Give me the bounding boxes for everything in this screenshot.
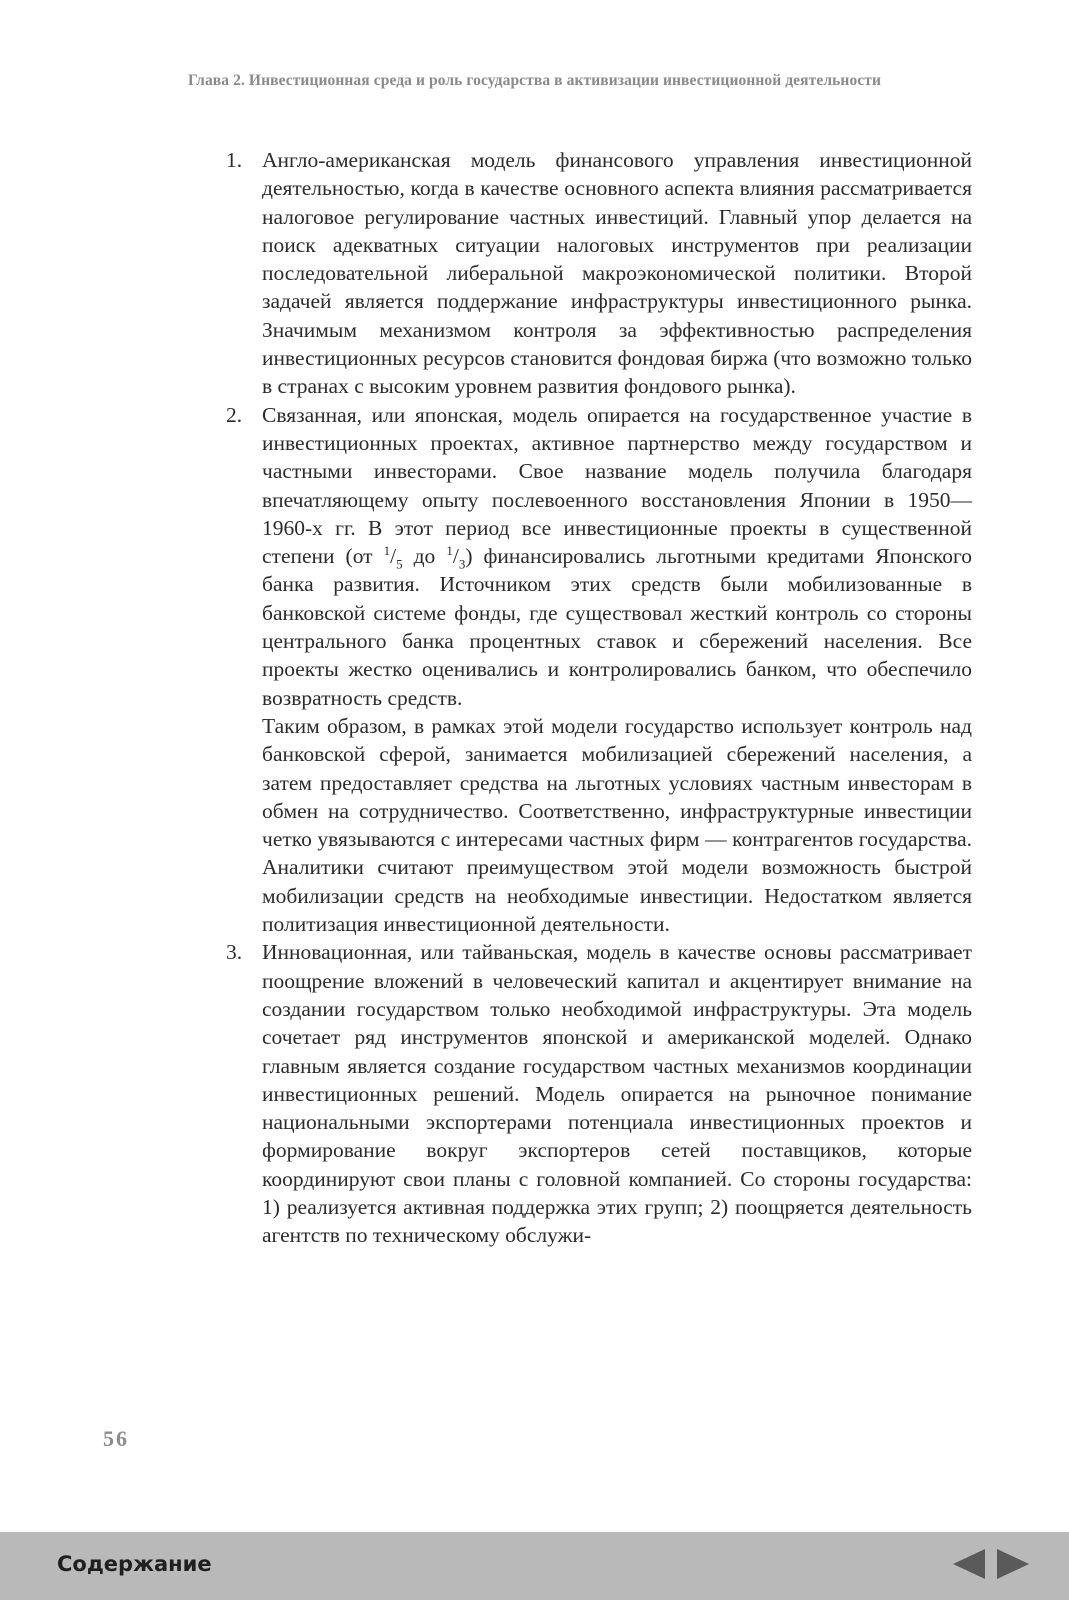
fraction-denominator: 3 [458,556,466,572]
running-header: Глава 2. Инвестиционная среда и роль государства в активизации инвестиционной деятельности [187,72,882,89]
paragraph: Англо-американская модель финансового управления инвестиционной деятельностью, когда в качестве основного аспекта влияния рассматривается налоговое регулирование частных инвестиций. Главный упор делается на поиск адекватных ситуации налоговых инструментов при реализации последовательной либеральной макроэкономической политики. Второй задачей является поддержание инфраструктуры инвестиционного рынка. Значимым механизмом контроля за эффективностью распределения инвестиционных ресурсов становится фондовая биржа (что возможно только в странах с высоким уровнем развития фондового рынка). [262,148,972,399]
paragraph: Таким образом, в рамках этой модели государство использует контроль над банковской сферой, занимается мобилизацией сбережений населения, а затем предоставляет средства на льготных условиях частным инвесторам в обмен на сотрудничество. Соответственно, инфраструктурные инвестиции четко увязываются с интересами частных фирм — контрагентов государства. Аналитики считают преимуществом этой модели возможность быстрой мобилизации средств на необходимые инвестиции. Недостатком является политизация инвестиционной деятельности. [262,713,972,937]
list-item [226,938,972,1249]
page-body [226,146,972,1250]
paragraph-text: Связанная, или японская, модель опирается на государственное участие в инвестиционных проектах, активное партнерство между государством и частными инвесторами. Свое название модель получила благодаря впечатляющему опыту послевоенного восстановления Японии в 1950—1960-х гг. В этот период все инвестиционные проекты в существенной степени (от [262,402,972,569]
previous-page-button[interactable] [952,1548,986,1584]
fraction-numerator: 1 [446,543,453,558]
list-item [226,401,972,939]
next-page-button[interactable] [996,1548,1030,1584]
triangle-left-icon [952,1548,986,1580]
list-item-number: 1. [226,148,243,172]
fraction-numerator: 1 [383,543,391,558]
paragraph: Связанная, или японская, модель опирается на государственное участие в инвестиционных проектах, активное партнерство между государством и частными инвесторами. Свое название модель получила благодаря впечатляющему опыту послевоенного восстановления Японии в 1950—1960-х гг. В этот период все инвестиционные проекты в существенной степени (от $^1/_5$ до $^1/_3$) финансировались льготными кредитами Японского банка развития. Источником этих средств были мобилизованные в банковской системе фонды, где существовал жесткий контроль со стороны центрального банка процентных ставок и сбережений населения. Все проекты жестко оценивались и контролировались банком, что обеспечило возвратность средств. [262,402,972,710]
list-item-number: 3. [226,940,243,965]
paragraph-text: ) финансировались льготными кредитами Японского банка развития. Источником этих средств были мобилизованные в банковской системе фонды, где существовал жесткий контроль со стороны центрального банка процентных ставок и сбережений населения. Все проекты жестко оценивались и контролировались банком, что обеспечило возвратность средств. [262,544,972,710]
paragraph: Инновационная, или тайваньская, модель в качестве основы рассматривает поощрение вложений в человеческий капитал и акцентирует внимание на создании государством только необходимой инфраструктуры. Эта модель сочетает ряд инструментов японской и американской моделей. Однако главным является создание государством частных механизмов координации инвестиционных решений. Модель опирается на рыночное понимание национальными экспортерами потенциала инвестиционных проектов и формирование вокруг экспортеров сетей поставщиков, которые координируют свои планы с головной компанией. Со стороны государства: 1) реализуется активная поддержка этих групп; 2) поощряется деятельность агентств по техническому обслужи- [262,940,972,1248]
paragraph-text: до [402,544,447,569]
contents-link[interactable]: Содержание [57,1552,212,1576]
triangle-right-icon [996,1548,1030,1580]
list-item [226,146,972,401]
list-item-number: 2. [226,402,243,427]
navigation-bar [0,1532,1069,1600]
fraction-denominator: 5 [396,556,403,572]
page-number: 56 [103,1426,129,1451]
